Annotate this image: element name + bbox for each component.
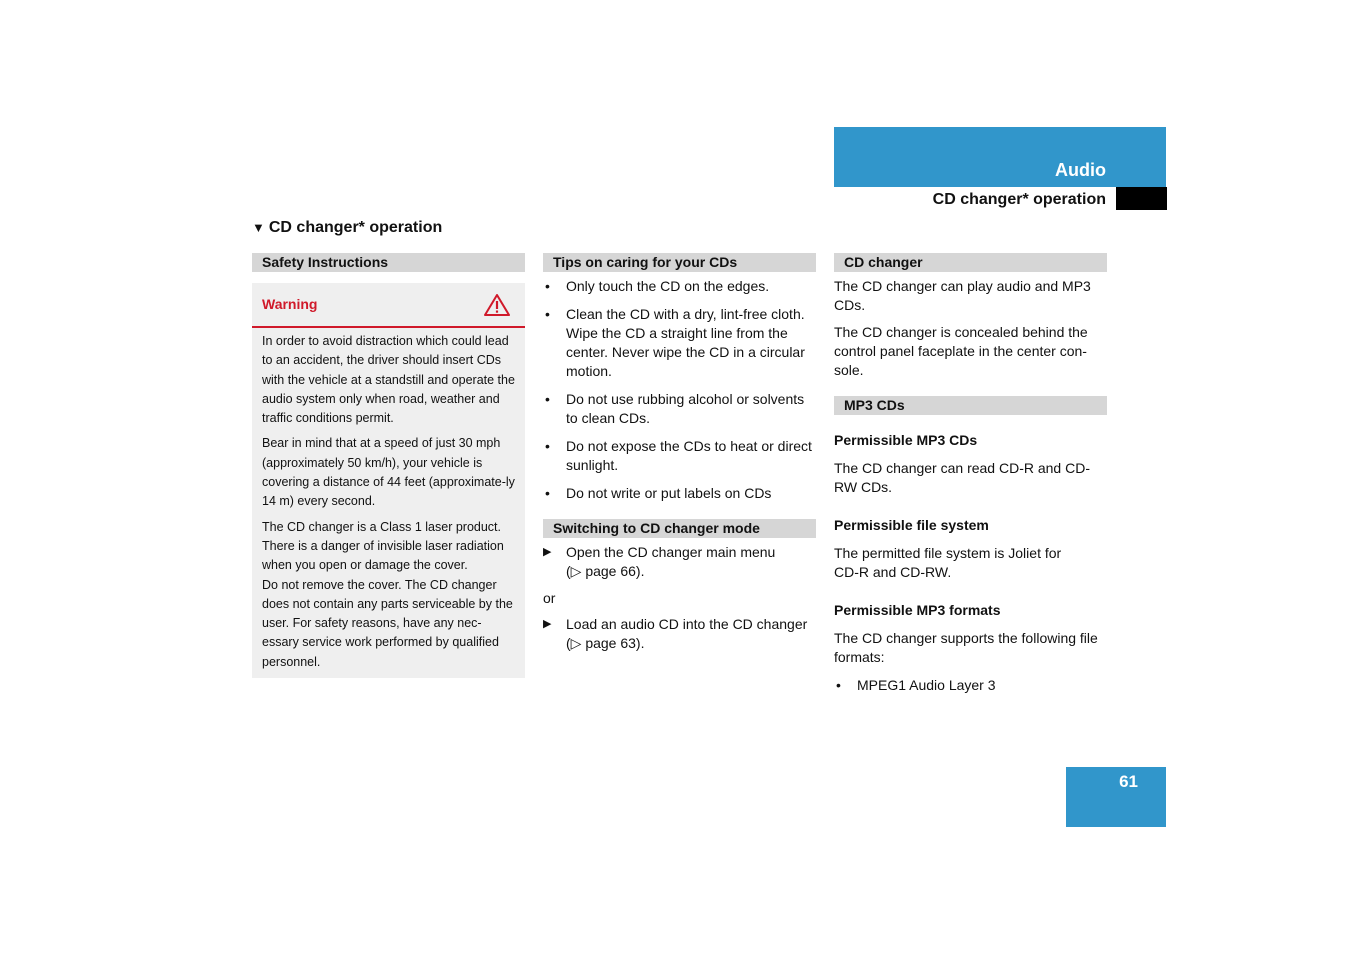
subheading: Permissible MP3 formats [834, 602, 1001, 618]
page-reference-link[interactable]: (▷ page 63). [566, 635, 645, 651]
page-number-tab [1066, 767, 1166, 827]
page-title [252, 219, 442, 237]
chapter-title: Audio [1055, 160, 1106, 180]
steps-list [543, 615, 816, 653]
page-number: 61 [1119, 772, 1138, 791]
paragraph: The CD changer supports the following file formats: [834, 630, 1098, 665]
list-item: • MPEG1 Audio Layer 3 [834, 676, 1107, 695]
list-item: • Clean the CD with a dry, lint-free cloth. Wipe the CD a straight line from the center. Never wipe the CD in a circular motion. [543, 305, 816, 381]
section-bar-switching: Switching to CD changer mode [543, 519, 816, 538]
warning-paragraph: In order to avoid distraction which could lead to an accident, the driver should insert CDs with the vehicle at a standstill and operate the audio system only when road, weather and traffic conditions permit. [262, 334, 515, 426]
section-bar-mp3: MP3 CDs [834, 396, 1107, 415]
page-title-text: CD changer* operation [268, 219, 443, 236]
subheading: Permissible MP3 CDs [834, 432, 978, 448]
column-care [543, 253, 816, 653]
paragraph [834, 544, 1107, 582]
triangle-down-icon: ▼ [252, 220, 265, 235]
warning-triangle-icon [483, 293, 511, 317]
warning-body [252, 328, 525, 678]
page-reference-link[interactable]: (▷ page 66). [566, 563, 645, 579]
list-item: • Do not write or put labels on CDs [543, 484, 816, 503]
formats-list [834, 676, 1107, 695]
warning-paragraph: The CD changer is a Class 1 laser product. There is a danger of invisible laser radiation when you open or damage the cover. [262, 519, 504, 573]
section-bar-safety: Safety Instructions [252, 253, 525, 272]
thumb-index-marker [1116, 187, 1167, 210]
warning-label: Warning [262, 296, 318, 312]
paragraph-line: The permitted file system is Joliet for [834, 545, 1062, 561]
or-separator: or [543, 590, 556, 606]
warning-paragraph: Do not remove the cover. The CD changer does not contain any parts serviceable by the user. For safety reasons, have any nec-essary service work performed by qualified personnel. [262, 577, 513, 669]
subheading: Permissible file system [834, 517, 989, 533]
steps-list [543, 543, 816, 581]
step-text: Open the CD changer main menu [566, 544, 776, 560]
step-item [543, 543, 816, 581]
paragraph-line: CD-R and CD-RW. [834, 564, 952, 580]
warning-paragraph: Bear in mind that at a speed of just 30 mph (approximately 50 km/h), your vehicle is covering a distance of 44 feet (approximate-ly 14 m) every second. [262, 436, 515, 509]
chapter-tab [834, 127, 1166, 187]
step-item [543, 615, 816, 653]
tips-list [543, 277, 816, 503]
running-header: CD changer* operation [932, 191, 1106, 208]
warning-box [252, 283, 525, 678]
column-safety [252, 253, 525, 678]
list-item: • Do not expose the CDs to heat or direct sunlight. [543, 437, 816, 475]
paragraph: The CD changer can read CD-R and CD-RW CDs. [834, 460, 1090, 495]
column-cd-changer [834, 253, 1107, 695]
arrow-right-icon: ▶ [543, 546, 552, 558]
section-bar-tips: Tips on caring for your CDs [543, 253, 816, 272]
paragraph: The CD changer is concealed behind the control panel faceplate in the center con-sole. [834, 324, 1088, 378]
section-bar-cd-changer: CD changer [834, 253, 1107, 272]
arrow-right-icon: ▶ [543, 618, 552, 630]
list-item: • Do not use rubbing alcohol or solvents to clean CDs. [543, 390, 816, 428]
list-item: • Only touch the CD on the edges. [543, 277, 816, 296]
paragraph: The CD changer can play audio and MP3 CDs. [834, 278, 1091, 313]
warning-header [252, 283, 525, 328]
step-text: Load an audio CD into the CD changer [566, 616, 808, 632]
